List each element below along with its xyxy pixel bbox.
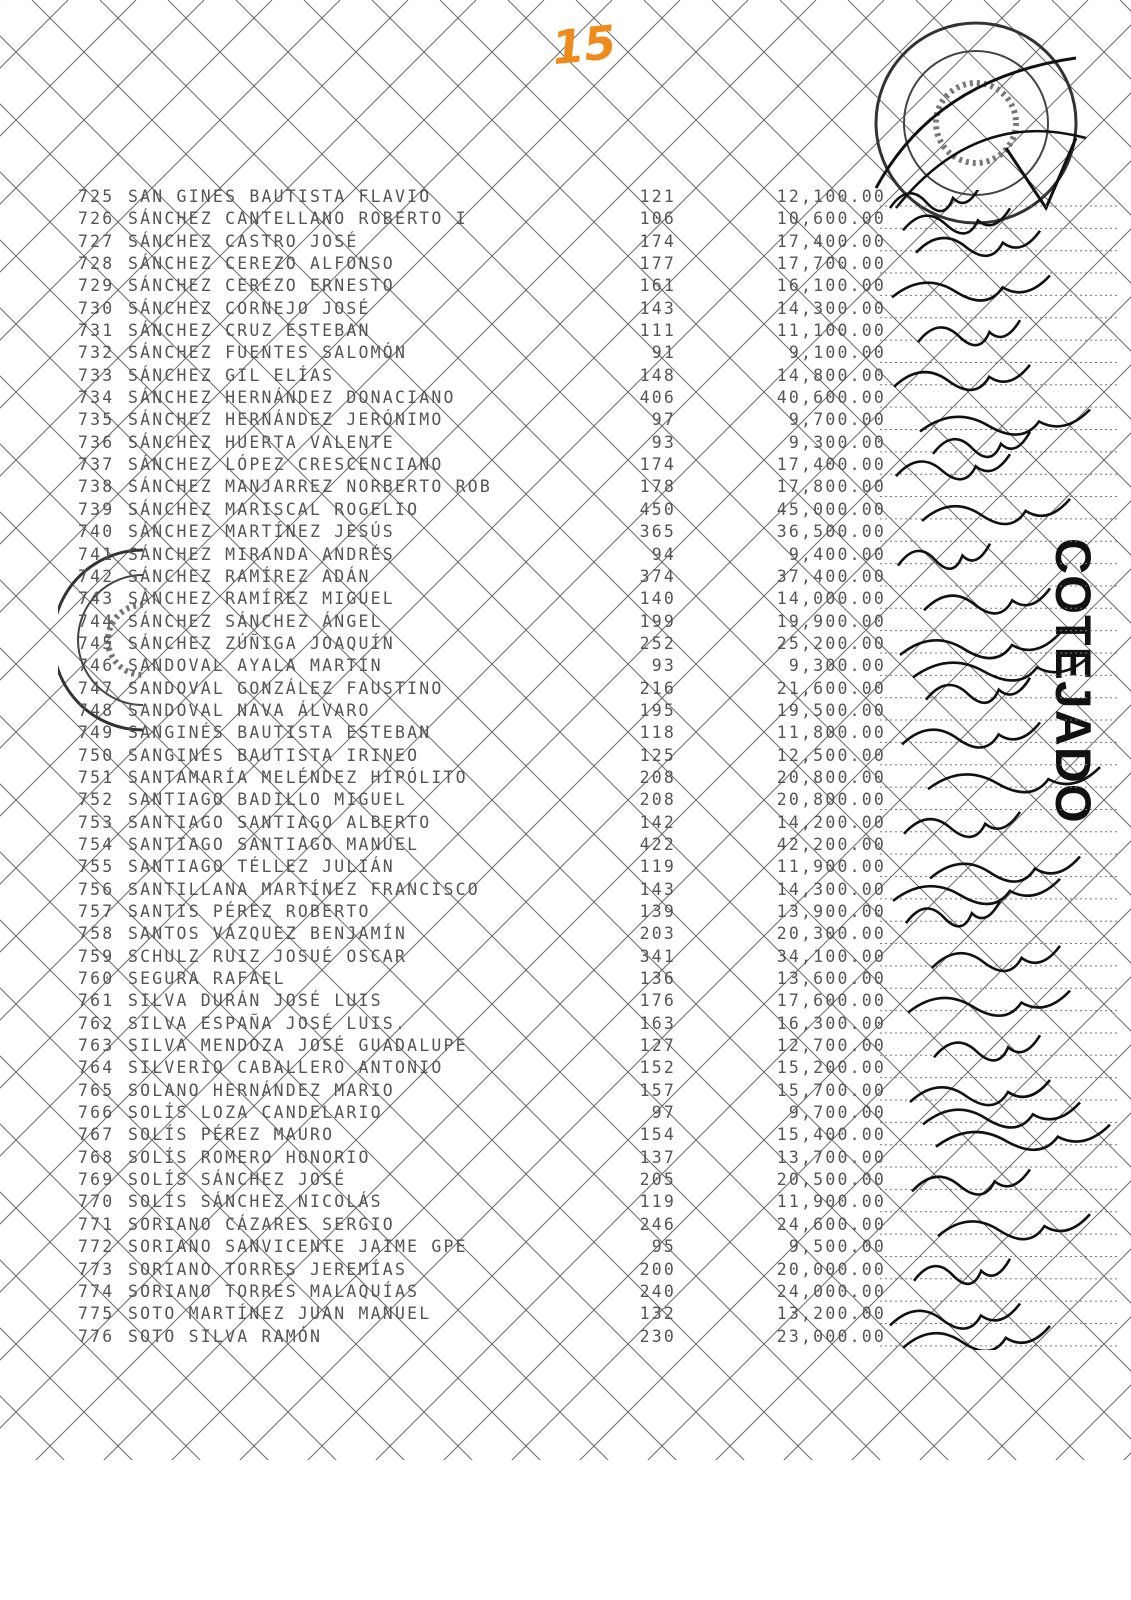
record-quantity: 208 [639, 790, 676, 810]
record-name: SANTIAGO SANTIAGO ALBERTO [128, 812, 432, 832]
record-row [78, 1080, 898, 1102]
record-number: 770 [78, 1192, 115, 1212]
record-name: SÁNCHEZ MANJARREZ NORBERTO ROB [128, 477, 493, 497]
record-name: SÁNCHEZ CASTRO JOSÉ [128, 231, 359, 251]
record-number: 747 [78, 678, 115, 698]
record-quantity: 203 [639, 924, 676, 944]
record-number: 759 [78, 946, 115, 966]
record-quantity: 205 [639, 1170, 676, 1190]
record-row [78, 588, 898, 610]
record-quantity: 93 [651, 432, 676, 452]
record-amount: 15,400.00 [776, 1125, 886, 1145]
record-row [78, 1147, 898, 1169]
record-row [78, 231, 898, 253]
record-quantity: 246 [639, 1214, 676, 1234]
record-amount: 13,600.00 [776, 969, 886, 989]
record-number: 740 [78, 522, 115, 542]
record-number: 748 [78, 700, 115, 720]
record-amount: 19,500.00 [776, 700, 886, 720]
record-quantity: 230 [639, 1326, 676, 1346]
record-number: 741 [78, 544, 115, 564]
record-quantity: 154 [639, 1125, 676, 1145]
record-amount: 42,200.00 [776, 834, 886, 854]
record-row [78, 990, 898, 1012]
record-row [78, 633, 898, 655]
record-name: SÁNCHEZ HUERTA VALENTE [128, 432, 395, 452]
record-row [78, 342, 898, 364]
record-number: 754 [78, 834, 115, 854]
record-amount: 25,200.00 [776, 633, 886, 653]
record-row [78, 253, 898, 275]
record-quantity: 121 [639, 187, 676, 206]
record-amount: 11,800.00 [776, 723, 886, 743]
record-row [78, 1124, 898, 1146]
record-name: SANTIS PÉREZ ROBERTO [128, 902, 371, 921]
record-number: 774 [78, 1281, 115, 1301]
record-number: 737 [78, 455, 115, 475]
record-amount: 10,600.00 [776, 209, 886, 229]
record-number: 764 [78, 1058, 115, 1078]
record-name: SORIANO SANVICENTE JAIME GPE [128, 1237, 468, 1257]
record-name: SÁNCHEZ CRUZ ESTEBAN [128, 321, 371, 341]
record-quantity: 240 [639, 1281, 676, 1301]
record-name: SORIANO CÁZARES SERGIO [128, 1214, 395, 1234]
record-quantity: 111 [639, 321, 676, 341]
record-row [78, 1013, 898, 1035]
record-row [78, 1214, 898, 1236]
record-quantity: 97 [651, 1103, 676, 1123]
record-name: SORIANO TORRES JEREMÍAS [128, 1259, 408, 1279]
record-amount: 14,000.00 [776, 589, 886, 609]
record-name: SOTO SILVA RAMÓN [128, 1326, 323, 1346]
record-number: 733 [78, 365, 115, 385]
record-number: 738 [78, 477, 115, 497]
record-amount: 13,700.00 [776, 1147, 886, 1167]
record-number: 751 [78, 767, 115, 787]
record-amount: 9,300.00 [788, 656, 886, 676]
record-quantity: 132 [639, 1304, 676, 1324]
record-row [78, 499, 898, 521]
record-amount: 20,800.00 [776, 767, 886, 787]
record-amount: 20,500.00 [776, 1170, 886, 1190]
record-number: 767 [78, 1125, 115, 1145]
record-name: SANGINÉS BAUTISTA IRINEO [128, 745, 420, 765]
record-quantity: 143 [639, 298, 676, 318]
record-quantity: 97 [651, 410, 676, 430]
record-number: 727 [78, 231, 115, 251]
record-number: 729 [78, 276, 115, 296]
record-amount: 20,300.00 [776, 924, 886, 944]
record-number: 750 [78, 745, 115, 765]
record-number: 743 [78, 589, 115, 609]
record-quantity: 91 [651, 343, 676, 363]
record-row [78, 856, 898, 878]
record-name: SÁNCHEZ MIRANDA ANDRÉS [128, 544, 395, 564]
record-amount: 17,400.00 [776, 231, 886, 251]
record-row [78, 566, 898, 588]
record-quantity: 177 [639, 254, 676, 274]
record-amount: 36,500.00 [776, 522, 886, 542]
record-row [78, 186, 898, 208]
record-number: 756 [78, 879, 115, 899]
record-number: 734 [78, 388, 115, 408]
record-name: SÁNCHEZ RAMÍREZ ADÁN [128, 566, 371, 586]
record-number: 753 [78, 812, 115, 832]
record-quantity: 174 [639, 455, 676, 475]
record-row [78, 655, 898, 677]
record-quantity: 137 [639, 1147, 676, 1167]
record-amount: 14,300.00 [776, 879, 886, 899]
record-number: 736 [78, 432, 115, 452]
record-amount: 15,200.00 [776, 1058, 886, 1078]
record-name: SANGINÉS BAUTISTA ESTEBAN [128, 723, 432, 743]
record-quantity: 143 [639, 879, 676, 899]
record-amount: 13,900.00 [776, 902, 886, 921]
record-row [78, 454, 898, 476]
record-quantity: 450 [639, 499, 676, 519]
record-amount: 9,300.00 [788, 432, 886, 452]
record-quantity: 127 [639, 1036, 676, 1056]
record-quantity: 216 [639, 678, 676, 698]
record-amount: 11,100.00 [776, 321, 886, 341]
record-quantity: 142 [639, 812, 676, 832]
record-amount: 12,500.00 [776, 745, 886, 765]
record-number: 726 [78, 209, 115, 229]
record-quantity: 178 [639, 477, 676, 497]
record-quantity: 174 [639, 231, 676, 251]
record-row [78, 1191, 898, 1213]
handwritten-page-number: 15 [549, 14, 619, 76]
record-row [78, 365, 898, 387]
record-row [78, 1236, 898, 1258]
record-quantity: 176 [639, 991, 676, 1011]
record-quantity: 125 [639, 745, 676, 765]
record-amount: 9,700.00 [788, 410, 886, 430]
record-amount: 45,000.00 [776, 499, 886, 519]
record-number: 755 [78, 857, 115, 877]
record-row [78, 1259, 898, 1281]
record-row [78, 409, 898, 431]
record-name: SILVA MENDOZA JOSÉ GUADALUPE [128, 1036, 468, 1056]
record-row [78, 611, 898, 633]
record-name: SOLÍS SÁNCHEZ JOSÉ [128, 1170, 347, 1190]
record-row [78, 722, 898, 744]
record-amount: 14,800.00 [776, 365, 886, 385]
record-name: SANTAMARÍA MELÉNDEZ HIPÓLITO [128, 767, 468, 787]
record-number: 735 [78, 410, 115, 430]
record-quantity: 252 [639, 633, 676, 653]
record-row [78, 923, 898, 945]
record-name: SÁNCHEZ HERNÁNDEZ JERÓNIMO [128, 410, 444, 430]
record-amount: 9,700.00 [788, 1103, 886, 1123]
record-name: SOTO MARTÍNEZ JUAN MANUEL [128, 1304, 432, 1324]
record-name: SÁNCHEZ ZÚÑIGA JOAQUÍN [128, 633, 395, 653]
record-name: SOLÍS SÁNCHEZ NICOLÁS [128, 1192, 383, 1212]
record-number: 730 [78, 298, 115, 318]
record-name: SOLÍS PÉREZ MAURO [128, 1125, 335, 1145]
record-name: SANTILLANA MARTÍNEZ FRANCISCO [128, 879, 480, 899]
record-name: SÁNCHEZ GIL ELÍAS [128, 365, 335, 385]
record-name: SANTIAGO BADILLO MIGUEL [128, 790, 408, 810]
record-name: SANTOS VÁZQUEZ BENJAMÍN [128, 924, 408, 944]
record-row [78, 745, 898, 767]
record-quantity: 119 [639, 1192, 676, 1212]
record-quantity: 152 [639, 1058, 676, 1078]
record-row [78, 1169, 898, 1191]
record-name: SCHULZ RUIZ JOSUÉ OSCAR [128, 946, 408, 966]
record-quantity: 200 [639, 1259, 676, 1279]
record-row [78, 275, 898, 297]
record-quantity: 118 [639, 723, 676, 743]
record-quantity: 195 [639, 700, 676, 720]
record-row [78, 968, 898, 990]
record-amount: 15,700.00 [776, 1080, 886, 1100]
record-name: SILVERIO CABALLERO ANTONIO [128, 1058, 444, 1078]
record-name: SÁNCHEZ SÁNCHEZ ÁNGEL [128, 611, 383, 631]
record-name: SÁNCHEZ CEREZO ERNESTO [128, 276, 395, 296]
record-number: 768 [78, 1147, 115, 1167]
record-amount: 9,400.00 [788, 544, 886, 564]
record-number: 773 [78, 1259, 115, 1279]
record-quantity: 406 [639, 388, 676, 408]
record-name: SOLÍS LOZA CANDELARIO [128, 1103, 383, 1123]
record-amount: 17,600.00 [776, 991, 886, 1011]
record-quantity: 119 [639, 857, 676, 877]
record-name: SILVA DURÁN JOSÉ LUIS [128, 991, 383, 1011]
record-row [78, 432, 898, 454]
record-name: SANDOVAL AYALA MARTÍN [128, 656, 383, 676]
signature-column [860, 190, 1131, 1350]
record-amount: 12,100.00 [776, 187, 886, 206]
record-name: SÁNCHEZ CORNEJO JOSÉ [128, 298, 371, 318]
record-name: SÁNCHEZ MARTÍNEZ JESÚS [128, 522, 395, 542]
record-number: 776 [78, 1326, 115, 1346]
record-amount: 34,100.00 [776, 946, 886, 966]
record-amount: 24,000.00 [776, 1281, 886, 1301]
record-amount: 40,600.00 [776, 388, 886, 408]
record-row [78, 1035, 898, 1057]
record-name: SANDOVAL NAVA ÁLVARO [128, 700, 371, 720]
record-number: 731 [78, 321, 115, 341]
record-amount: 24,600.00 [776, 1214, 886, 1234]
record-quantity: 157 [639, 1080, 676, 1100]
record-name: SÁNCHEZ HERNÁNDEZ DONACIANO [128, 388, 456, 408]
record-amount: 37,400.00 [776, 566, 886, 586]
record-row [78, 812, 898, 834]
record-quantity: 136 [639, 969, 676, 989]
record-row [78, 678, 898, 700]
record-quantity: 163 [639, 1013, 676, 1033]
record-name: SEGURA RAFAEL [128, 969, 286, 989]
record-row [78, 1303, 898, 1325]
record-amount: 9,500.00 [788, 1237, 886, 1257]
record-number: 745 [78, 633, 115, 653]
record-quantity: 95 [651, 1237, 676, 1257]
record-row [78, 1326, 898, 1348]
record-quantity: 93 [651, 656, 676, 676]
record-amount: 14,200.00 [776, 812, 886, 832]
records-list [78, 186, 898, 1348]
record-row [78, 521, 898, 543]
record-number: 739 [78, 499, 115, 519]
record-number: 758 [78, 924, 115, 944]
record-name: SÁNCHEZ CANTELLANO ROBERTO I [128, 209, 468, 229]
cotejado-stamp-text: COTEJADO [1045, 538, 1101, 824]
record-amount: 17,700.00 [776, 254, 886, 274]
record-row [78, 767, 898, 789]
record-amount: 20,800.00 [776, 790, 886, 810]
record-number: 752 [78, 790, 115, 810]
record-row [78, 208, 898, 230]
record-row [78, 476, 898, 498]
record-number: 725 [78, 187, 115, 206]
record-number: 757 [78, 902, 115, 921]
record-name: SOLANO HERNÁNDEZ MARIO [128, 1080, 395, 1100]
record-amount: 20,000.00 [776, 1259, 886, 1279]
record-name: SÁNCHEZ FUENTES SALOMÓN [128, 343, 408, 363]
record-amount: 16,300.00 [776, 1013, 886, 1033]
record-name: SÁNCHEZ CEREZO ALFONSO [128, 254, 395, 274]
record-row [78, 320, 898, 342]
record-row [78, 298, 898, 320]
record-name: SILVA ESPAÑA JOSÉ LUIS. [128, 1013, 408, 1033]
record-number: 742 [78, 566, 115, 586]
record-row [78, 1102, 898, 1124]
record-amount: 23,000.00 [776, 1326, 886, 1346]
record-quantity: 341 [639, 946, 676, 966]
record-name: SÁNCHEZ LÓPEZ CRESCENCIANO [128, 455, 444, 475]
record-number: 772 [78, 1237, 115, 1257]
record-name: SORIANO TORRES MALAQUÍAS [128, 1281, 420, 1301]
record-amount: 17,400.00 [776, 455, 886, 475]
record-number: 771 [78, 1214, 115, 1234]
record-name: SANTIAGO TÉLLEZ JULIÁN [128, 857, 395, 877]
record-row [78, 544, 898, 566]
record-row [78, 1281, 898, 1303]
record-amount: 16,100.00 [776, 276, 886, 296]
record-quantity: 139 [639, 902, 676, 921]
record-number: 744 [78, 611, 115, 631]
record-row [78, 879, 898, 901]
record-row [78, 387, 898, 409]
record-amount: 12,700.00 [776, 1036, 886, 1056]
record-amount: 17,800.00 [776, 477, 886, 497]
record-amount: 14,300.00 [776, 298, 886, 318]
record-number: 749 [78, 723, 115, 743]
record-amount: 13,200.00 [776, 1304, 886, 1324]
record-quantity: 365 [639, 522, 676, 542]
record-number: 766 [78, 1103, 115, 1123]
record-row [78, 946, 898, 968]
record-number: 746 [78, 656, 115, 676]
record-number: 760 [78, 969, 115, 989]
record-quantity: 106 [639, 209, 676, 229]
record-quantity: 422 [639, 834, 676, 854]
record-quantity: 140 [639, 589, 676, 609]
record-number: 765 [78, 1080, 115, 1100]
record-row [78, 834, 898, 856]
record-number: 728 [78, 254, 115, 274]
record-row [78, 700, 898, 722]
record-name: SÁNCHEZ MARISCAL ROGELIO [128, 499, 420, 519]
record-number: 762 [78, 1013, 115, 1033]
record-amount: 11,900.00 [776, 857, 886, 877]
record-name: SAN GINES BAUTISTA FLAVIO [128, 187, 432, 206]
record-number: 763 [78, 1036, 115, 1056]
record-quantity: 374 [639, 566, 676, 586]
record-name: SOLÍS ROMERO HONORIO [128, 1147, 371, 1167]
record-name: SANTIAGO SANTIAGO MANUEL [128, 834, 420, 854]
record-quantity: 148 [639, 365, 676, 385]
record-amount: 9,100.00 [788, 343, 886, 363]
record-number: 769 [78, 1170, 115, 1190]
record-quantity: 199 [639, 611, 676, 631]
record-amount: 21,600.00 [776, 678, 886, 698]
record-name: SÁNCHEZ RAMÍREZ MIGUEL [128, 589, 395, 609]
record-row [78, 1057, 898, 1079]
record-quantity: 161 [639, 276, 676, 296]
record-number: 775 [78, 1304, 115, 1324]
record-quantity: 208 [639, 767, 676, 787]
record-name: SANDOVAL GONZÁLEZ FAUSTINO [128, 678, 444, 698]
record-amount: 11,900.00 [776, 1192, 886, 1212]
record-number: 761 [78, 991, 115, 1011]
record-row [78, 789, 898, 811]
record-number: 732 [78, 343, 115, 363]
record-row [78, 901, 898, 923]
record-amount: 19,900.00 [776, 611, 886, 631]
record-quantity: 94 [651, 544, 676, 564]
